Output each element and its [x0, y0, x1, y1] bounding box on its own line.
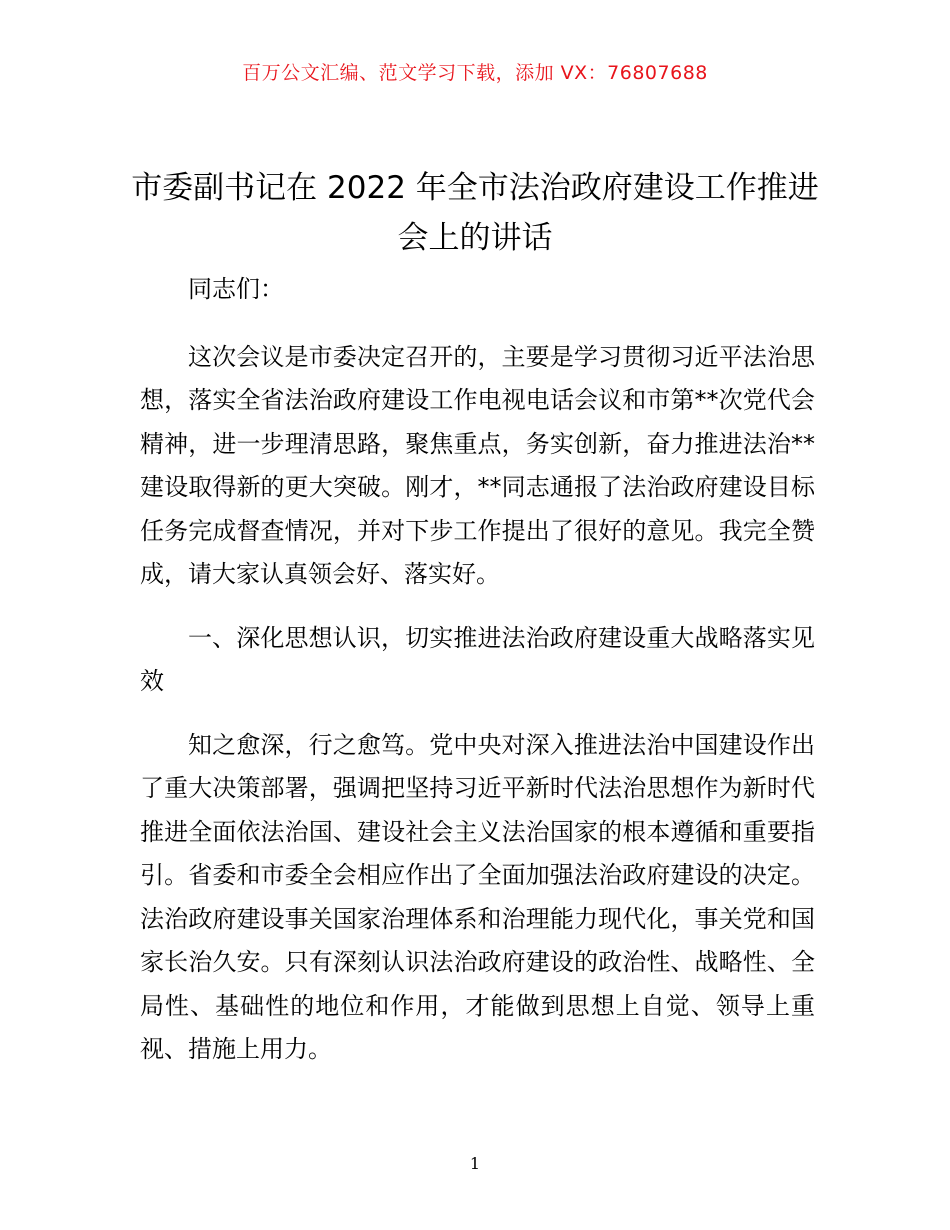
section-heading-1: 一、深化思想认识，切实推进法治政府建设重大战略落实见效	[140, 623, 815, 695]
document-title: 市委副书记在 2022 年全市法治政府建设工作推进会上的讲话	[131, 170, 819, 256]
paragraph-intro: 这次会议是市委决定召开的，主要是学习贯彻习近平法治思想，落实全省法治政府建设工作电视电话会议和市第**次党代会精神，进一步理清思路，聚焦重点，务实创新，奋力推进法治**建设取得新的更大突破。刚才，**同志通报了法治政府建设目标任务完成督查情况，并对下步工作提出了很好的意见。我完全赞成，请大家认真领会好、落实好。	[140, 342, 815, 588]
header-banner: 百万公文汇编、范文学习下载，添加 VX：76807688	[242, 62, 708, 84]
document-body	[140, 268, 815, 1092]
paragraph-section-1: 知之愈深，行之愈笃。党中央对深入推进法治中国建设作出了重大决策部署，强调把坚持习近平新时代法治思想作为新时代推进全面依法治国、建设社会主义法治国家的根本遵循和重要指引。省委和市委全会相应作出了全面加强法治政府建设的决定。法治政府建设事关国家治理体系和治理能力现代化，事关党和国家长治久安。只有深刻认识法治政府建设的政治性、战略性、全局性、基础性的地位和作用，才能做到思想上自觉、领导上重视、措施上用力。	[140, 730, 815, 1063]
page-number: 1	[469, 1154, 481, 1173]
greeting: 同志们：	[188, 275, 284, 303]
